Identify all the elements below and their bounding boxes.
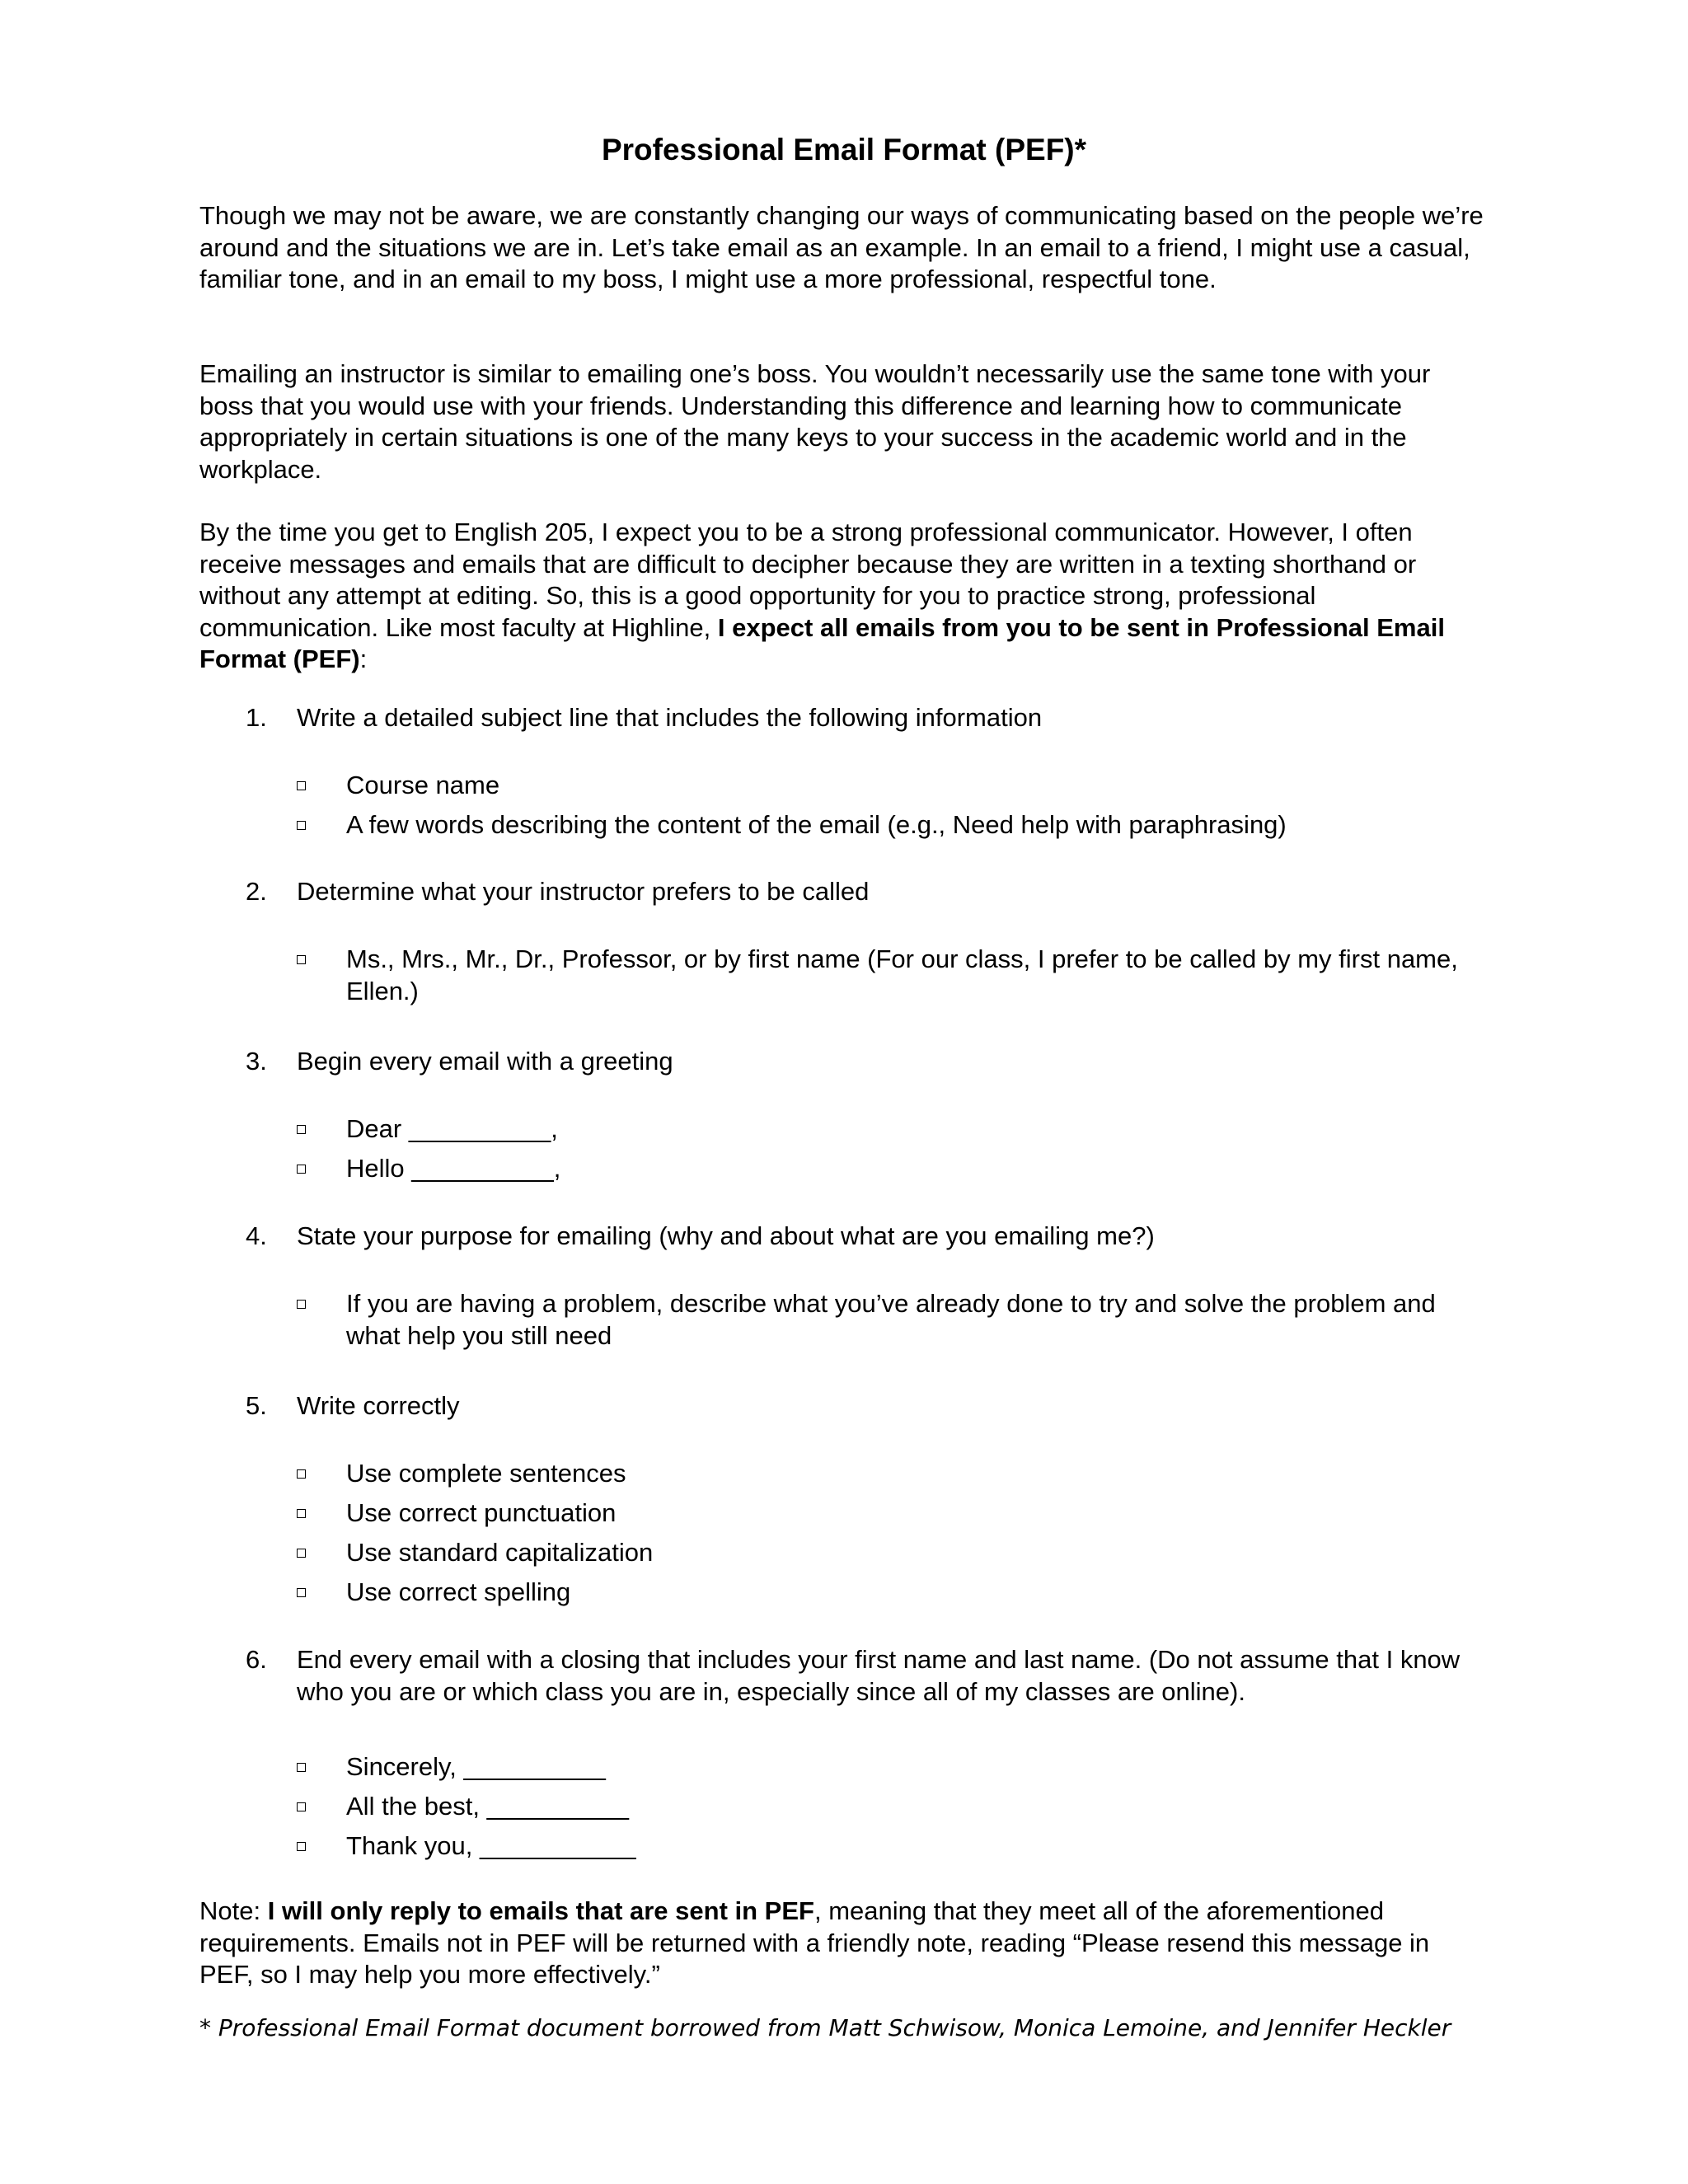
step-number: 3. — [246, 1047, 267, 1076]
step-number: 5. — [246, 1391, 267, 1420]
fill-in-blank: __________, — [411, 1154, 561, 1183]
step-text: State your purpose for emailing (why and about what are you emailing me?) — [297, 1221, 1155, 1250]
note-bold: I will only reply to emails that are sent in PEF — [267, 1896, 814, 1925]
checkbox-icon — [297, 1509, 306, 1518]
checkbox-icon — [297, 781, 306, 790]
checklist-item-text: Use correct punctuation — [346, 1498, 617, 1527]
checkbox-icon — [297, 1469, 306, 1479]
closing-word: Thank you, — [346, 1831, 473, 1860]
checkbox-icon — [297, 955, 306, 964]
checklist-item-text — [346, 1791, 1484, 1823]
checkbox-icon — [297, 1842, 306, 1851]
step-number: 1. — [246, 703, 267, 732]
step-text: Determine what your instructor prefers to be called — [297, 877, 870, 906]
checkbox-icon — [297, 1549, 306, 1558]
expectation-end: : — [359, 644, 368, 673]
checklist-item-text — [346, 1830, 1484, 1863]
intro-paragraph-1: Though we may not be aware, we are constantly changing our ways of communicating based on the people we’re around and the situations we are in. Let’s take email as an example. In an email to a friend, I might use a casual, familiar tone, and in an email to my boss, I might use a more professional, respectful tone. — [199, 201, 1484, 293]
intro-paragraph-2: Emailing an instructor is similar to emailing one’s boss. You wouldn’t necessarily use the same tone with your boss that you would use with your friends. Understanding this difference and learning how to communicate appropriately in certain situations is one of the many keys to your success in the academic world and in the workplace. — [199, 359, 1431, 484]
checklist-item-text: Use standard capitalization — [346, 1538, 654, 1567]
fill-in-blank: __________ — [463, 1752, 606, 1781]
closing-word: All the best, — [346, 1792, 480, 1821]
note-paragraph — [199, 1896, 1485, 1991]
note-label: Note: — [199, 1896, 261, 1925]
checklist-item-text: Course name — [346, 771, 500, 799]
checkbox-icon — [297, 1300, 306, 1309]
step-number: 2. — [246, 877, 267, 906]
expectation-bold: I expect all emails from you to be sent in Professional Email Format (PEF) — [199, 612, 1445, 673]
closing-word: Sincerely, — [346, 1752, 457, 1781]
page-title: Professional Email Format (PEF)* — [601, 133, 1087, 166]
step-text: End every email with a closing that includes your first name and last name. (Do not assume that I know who you are or which class you are in, especially since all of my classes are online). — [297, 1645, 1461, 1706]
checklist-item-text: A few words describing the content of the email (e.g., Need help with paraphrasing) — [346, 810, 1287, 839]
step-text: Write correctly — [297, 1391, 460, 1420]
step-number: 6. — [246, 1645, 267, 1674]
checkbox-icon — [297, 1763, 306, 1772]
checkbox-icon — [297, 1802, 306, 1811]
checkbox-icon — [297, 1165, 306, 1174]
checklist-item-text: Ms., Mrs., Mr., Dr., Professor, or by first name (For our class, I prefer to be called by my first name, Ellen.) — [346, 944, 1458, 1005]
fill-in-blank: __________ — [486, 1792, 630, 1821]
greeting-word: Dear — [346, 1114, 402, 1143]
checklist-item-text: Use correct spelling — [346, 1577, 571, 1606]
step-number: 4. — [246, 1221, 267, 1250]
checkbox-icon — [297, 1125, 306, 1134]
step-text: Write a detailed subject line that includes the following information — [297, 703, 1043, 732]
checklist-item-text: If you are having a problem, describe what you’ve already done to try and solve the problem and what help you still need — [346, 1289, 1436, 1350]
step-text: Begin every email with a greeting — [297, 1047, 673, 1076]
expectation-paragraph — [199, 517, 1485, 676]
expectation-text: By the time you get to English 205, I expect you to be a strong professional communicator. However, I often receive messages and emails that are difficult to decipher because they are written in a texting shorthand or without any attempt at editing. So, this is a good opportunity for you to practice strong, professional communication. Like most faculty at Highline, — [199, 518, 1417, 642]
fill-in-blank: ___________ — [480, 1831, 636, 1860]
checklist-item-text — [346, 1751, 1484, 1783]
greeting-word: Hello — [346, 1154, 405, 1183]
checklist-item-text — [346, 1113, 1484, 1146]
footnote: * Professional Email Format document borrowed from Matt Schwisow, Monica Lemoine, and Jennifer Heckler — [199, 2014, 1451, 2041]
checklist-item-text: Use complete sentences — [346, 1459, 626, 1488]
note-text: , meaning that they meet all of the aforementioned requirements. Emails not in PEF will be returned with a friendly note, reading “Please resend this message in PEF, so I may help you more effectively.” — [199, 1896, 1430, 1989]
checkbox-icon — [297, 821, 306, 830]
fill-in-blank: __________, — [408, 1114, 558, 1143]
checkbox-icon — [297, 1588, 306, 1597]
checklist-item-text — [346, 1153, 1484, 1185]
